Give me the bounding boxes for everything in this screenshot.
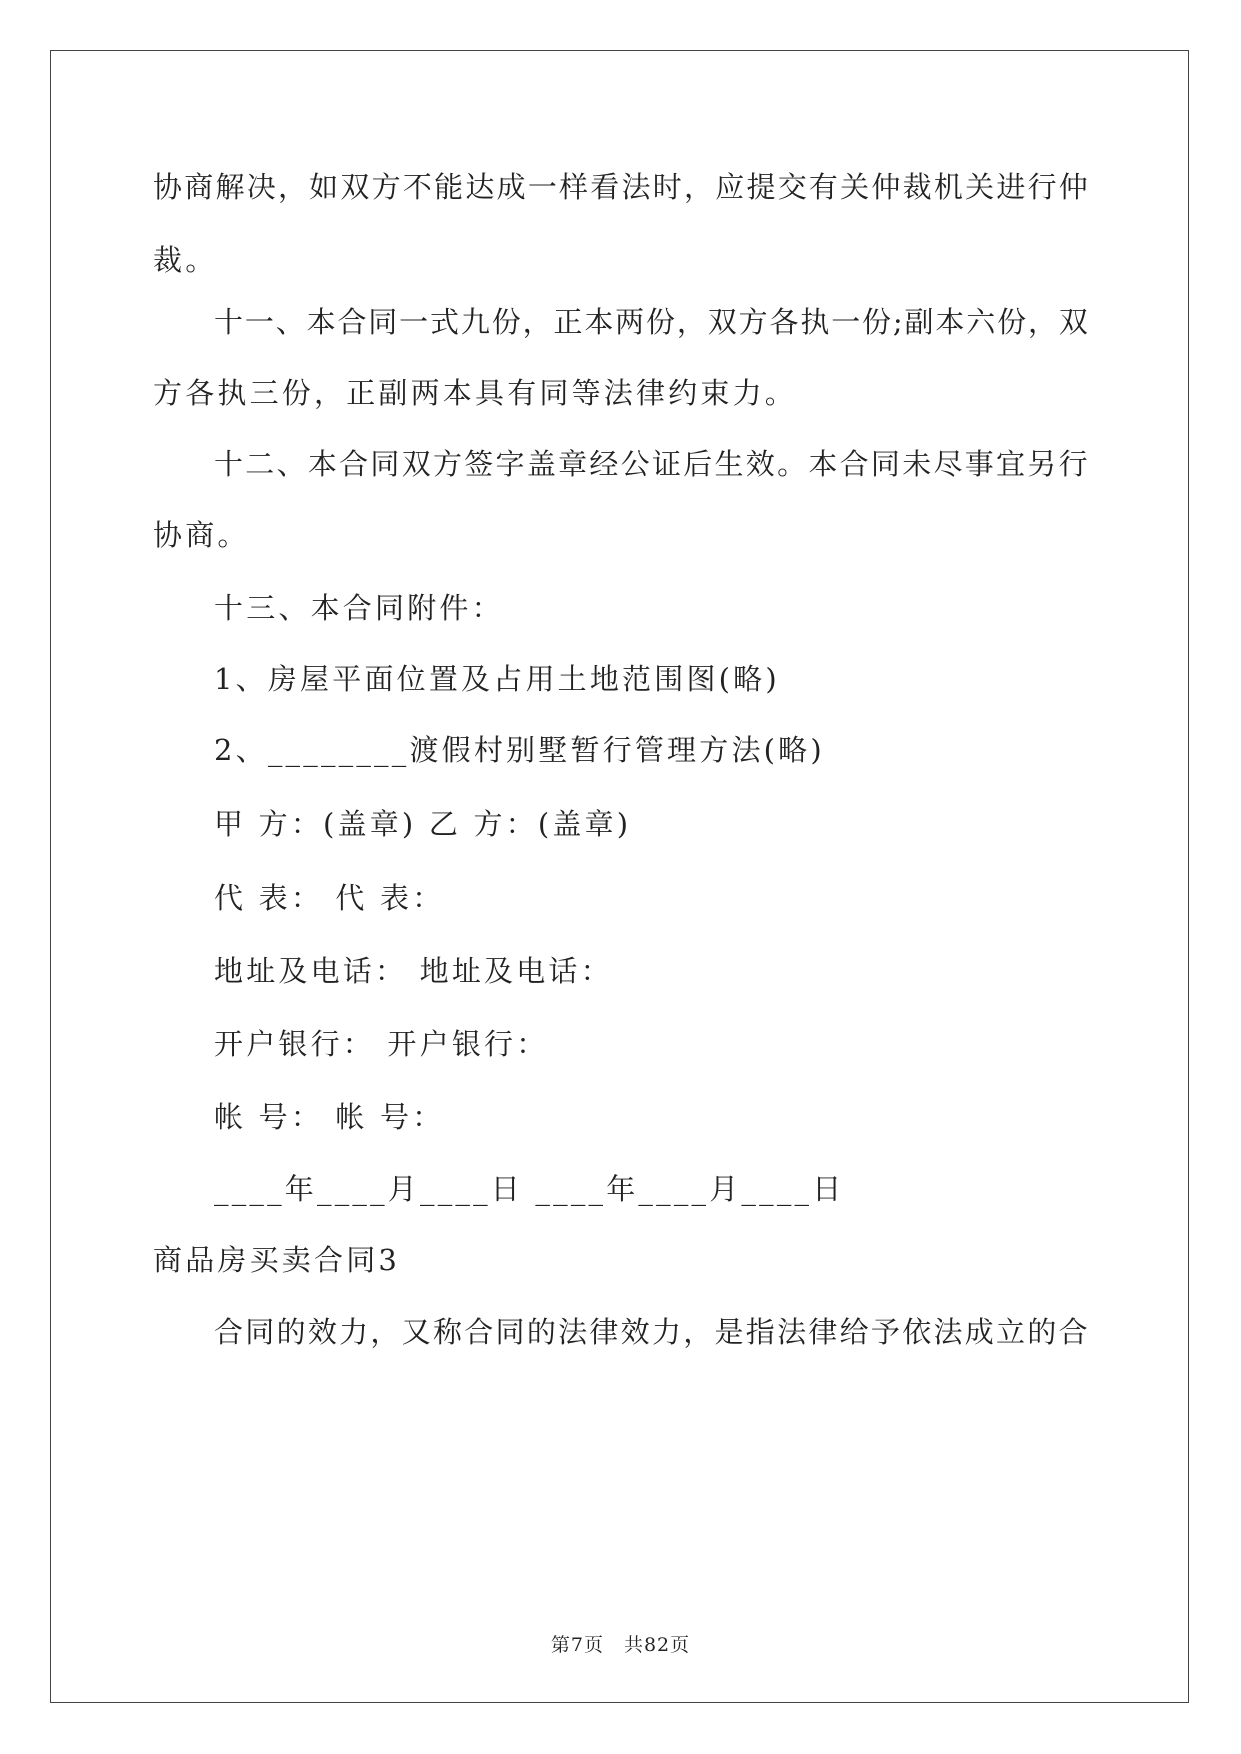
text-line: 十三、本合同附件： xyxy=(214,591,504,625)
page-border xyxy=(50,50,1189,1703)
text-line: 开户银行： 开户银行： xyxy=(214,1027,549,1061)
text-line: 协商。 xyxy=(153,518,250,552)
text-line: 方各执三份，正副两本具有同等法律约束力。 xyxy=(153,376,798,410)
text-line: 商品房买卖合同3 xyxy=(153,1243,401,1277)
text-line: 1、房屋平面位置及占用土地范围图(略) xyxy=(214,662,780,696)
page-number-footer: 第7页 共82页 xyxy=(550,1634,691,1656)
text-line: 甲 方：(盖章) 乙 方：(盖章) xyxy=(214,807,632,841)
text-line: ____年____月____日 ____年____月____日 xyxy=(214,1172,845,1206)
text-line: 2、________渡假村别墅暂行管理方法(略) xyxy=(214,733,825,767)
text-line: 协 商 解 决 ， 如 双 方 不 能 达 成 一 样 看 法 时 ， 应 提 交 有 关 仲 裁 机 关 进 行 仲 xyxy=(153,170,1088,204)
text-line: 十 一 、 本 合 同 一 式 九 份 ， 正 本 两 份 ， 双 方 各 执 一 份 ; 副 本 六 份 ， 双 xyxy=(214,305,1088,339)
text-line: 合 同 的 效 力 ， 又 称 合 同 的 法 律 效 力 ， 是 指 法 律 给 予 依 法 成 立 的 合 xyxy=(214,1315,1088,1349)
text-line: 代 表： 代 表： xyxy=(214,881,445,915)
text-line: 十 二 、 本 合 同 双 方 签 字 盖 章 经 公 证 后 生 效 。 本 合 同 未 尽 事 宜 另 行 xyxy=(214,447,1088,481)
text-line: 地址及电话： 地址及电话： xyxy=(214,954,613,988)
text-line: 帐 号： 帐 号： xyxy=(214,1100,445,1134)
text-line: 裁。 xyxy=(153,243,218,277)
